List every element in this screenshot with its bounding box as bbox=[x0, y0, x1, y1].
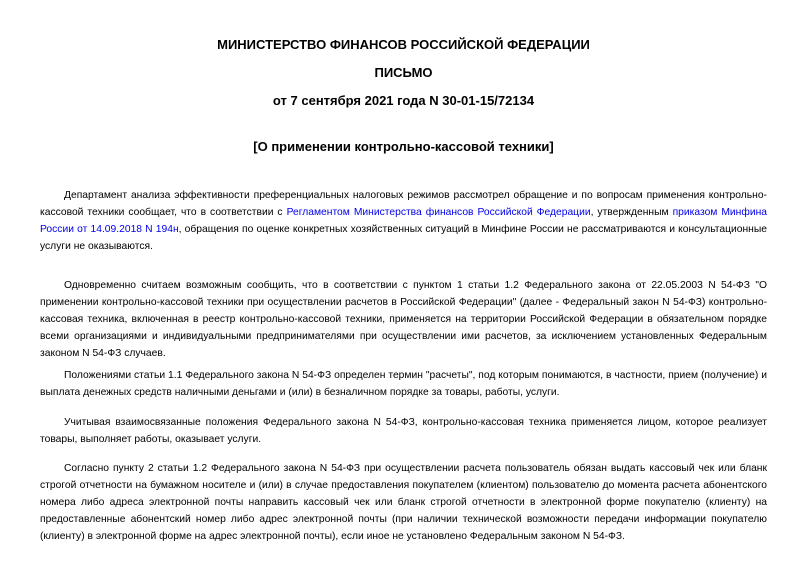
document-type: ПИСЬМО bbox=[374, 65, 433, 80]
paragraph-2: Одновременно считаем возможным сообщить, что в соответствии с пунктом 1 статьи 1.2 Федерального закона от 22.05.2003 N 54-ФЗ "О применении контрольно-кассовой техники при осуществлении расчетов в Российской Федерации" (далее - Федеральный закон N 54-ФЗ) контрольно-кассовая техника, включенная в реестр контрольно-кассовой техники, применяется на территории Российской Федерации в обязательном порядке всеми организациями и индивидуальными предпринимателями при осуществлении ими расчетов, за исключением установленных Федеральным законом N 54-ФЗ случаев. bbox=[40, 280, 767, 359]
issuer-title: МИНИСТЕРСТВО ФИНАНСОВ РОССИЙСКОЙ ФЕДЕРАЦИИ bbox=[217, 37, 590, 52]
paragraph-1-text-b: , утвержденным bbox=[590, 207, 673, 218]
paragraph-3: Положениями статьи 1.1 Федерального закона N 54-ФЗ определен термин "расчеты", под которым понимаются, в частности, прием (получение) и выплата денежных средств наличными деньгами и (или) в безналичном порядке за товары, работы, услуги. bbox=[40, 370, 767, 398]
link-minfin-order[interactable]: приказом Минфина России от 14.09.2018 N 194н bbox=[40, 207, 768, 235]
link-ministry-regulation[interactable]: Регламентом Министерства финансов Российской Федерации bbox=[286, 207, 591, 218]
paragraph-5: Согласно пункту 2 статьи 1.2 Федерального закона N 54-ФЗ при осуществлении расчета пользователь обязан выдать кассовый чек или бланк строгой отчетности на бумажном носителе и (или) в случае предоставления покупателем (клиентом) пользователю до момента расчета абонентского номера либо адреса электронной почты направить кассовый чек или бланк строгой отчетности в электронной форме покупателю (клиенту) на предоставленные абонентский номер либо адрес электронной почты (при наличии технической возможности передачи информации покупателю (клиенту) в электронной форме на адрес электронной почты), если иное не установлено Федеральным законом N 54-ФЗ. bbox=[40, 463, 767, 542]
paragraph-1-text-a: Департамент анализа эффективности преференциальных налоговых режимов рассмотрел обращение и по вопросам применения контрольно-кассовой техники сообщает, что в соответствии с bbox=[40, 190, 767, 218]
document-date-number: от 7 сентября 2021 года N 30-01-15/72134 bbox=[272, 93, 535, 108]
paragraph-1-text-c: , обращения по оценке конкретных хозяйственных ситуаций в Минфине России не рассматриваются и консультационные услуги не оказываются. bbox=[40, 224, 767, 252]
paragraph-1 bbox=[40, 187, 767, 255]
document-subject: [О применении контрольно-кассовой техники] bbox=[253, 139, 554, 154]
paragraph-4: Учитывая взаимосвязанные положения Федерального закона N 54-ФЗ, контрольно-кассовая техника применяется лицом, которое реализует товары, выполняет работы, оказывает услуги. bbox=[40, 417, 767, 445]
